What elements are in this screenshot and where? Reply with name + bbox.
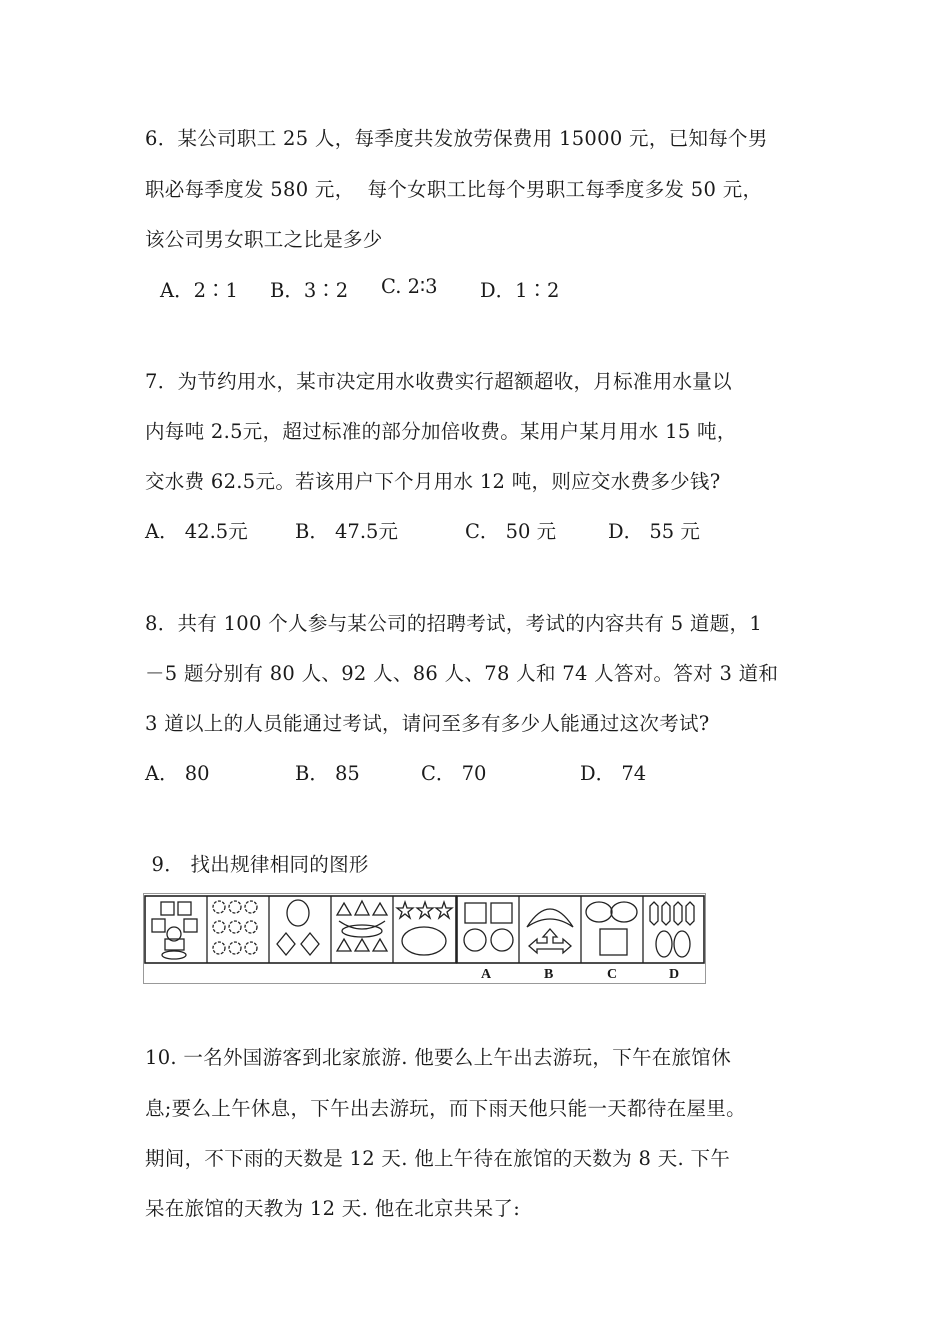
question-6-line-1: 6．某公司职工 25 人，每季度共发放劳保费用 15000 元，已知每个男 (145, 127, 768, 150)
panel-2-shapes (213, 901, 257, 954)
question-10-line-4: 呆在旅馆的天教为 12 天. 他在北京共呆了: (145, 1197, 521, 1220)
question-8-option-c: C． 70 (421, 762, 487, 785)
question-10-line-2: 息;要么上午休息，下午出去游玩，而下雨天他只能一天都待在屋里。 (145, 1097, 746, 1120)
question-6-line-3: 该公司男女职工之比是多少 (145, 228, 383, 251)
pattern-figure-svg (143, 893, 706, 985)
figure-label-b: B (544, 967, 554, 982)
question-7-option-c: C． 50 元 (465, 520, 557, 543)
question-6-option-b: B．3∶2 (270, 279, 349, 302)
panel-4-shapes (337, 901, 387, 951)
question-8-line-2: －5 题分别有 80 人、92 人、86 人、78 人和 74 人答对。答对 3 道和 (145, 662, 779, 685)
question-6-option-c: C. 2∶3 (381, 275, 438, 298)
panel-3-shapes (277, 900, 319, 955)
question-8-line-1: 8．共有 100 个人参与某公司的招聘考试，考试的内容共有 5 道题，1 (145, 612, 763, 635)
pattern-figure (143, 893, 706, 989)
question-6-option-a: A．2∶1 (160, 279, 238, 302)
question-7-option-d: D． 55 元 (608, 520, 700, 543)
question-7-option-b: B． 47.5元 (295, 520, 398, 543)
figure-label-d: D (669, 967, 680, 982)
question-6-option-d: D．1∶2 (480, 279, 560, 302)
question-8-line-3: 3 道以上的人员能通过考试，请问至多有多少人能通过这次考试? (145, 712, 710, 735)
question-9-title: 9． 找出规律相同的图形 (145, 853, 369, 876)
question-10-line-3: 期间，不下雨的天数是 12 天. 他上午待在旅馆的天数为 8 天. 下午 (145, 1147, 731, 1170)
option-c-shapes (586, 902, 637, 955)
panel-1-shapes (152, 902, 197, 959)
option-b-shapes (527, 909, 573, 953)
question-10-line-1: 10. 一名外国游客到北家旅游. 他要么上午出去游玩，下午在旅馆休 (145, 1046, 732, 1069)
figure-label-a: A (481, 967, 492, 982)
question-7-option-a: A． 42.5元 (145, 520, 248, 543)
question-8-option-b: B． 85 (295, 762, 360, 785)
figure-outer-frame (144, 894, 706, 984)
question-8-option-a: A． 80 (145, 762, 210, 785)
option-d-shapes (650, 902, 694, 957)
question-8-option-d: D． 74 (580, 762, 647, 785)
question-7-line-2: 内每吨 2.5元，超过标准的部分加倍收费。某用户某月用水 15 吨， (145, 420, 737, 443)
question-7-line-3: 交水费 62.5元。若该用户下个月用水 12 吨，则应交水费多少钱? (145, 470, 721, 493)
question-7-line-1: 7．为节约用水，某市决定用水收费实行超额超收，月标准用水量以 (145, 370, 732, 393)
option-a-shapes (464, 903, 513, 951)
question-6-line-2: 职必每季度发 580 元， 每个女职工比每个男职工每季度多发 50 元， (145, 178, 763, 201)
panel-5-shapes (397, 902, 452, 955)
figure-label-c: C (607, 967, 618, 982)
